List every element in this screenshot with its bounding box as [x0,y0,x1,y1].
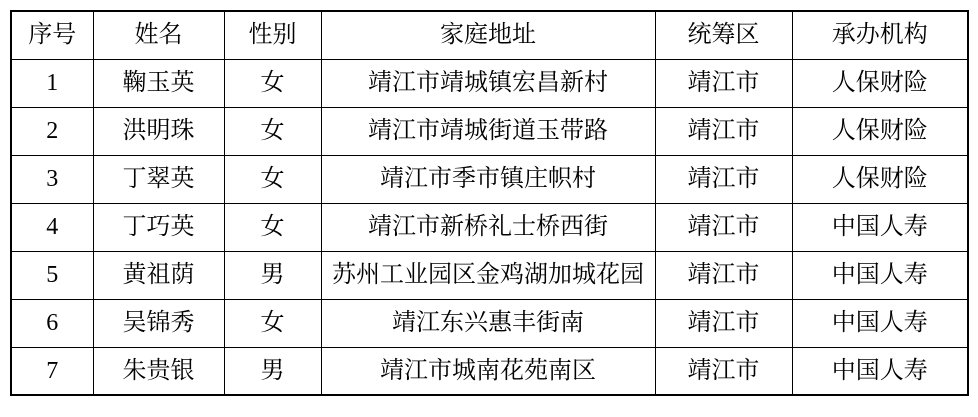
cell-gender: 女 [224,59,321,107]
table-row [11,251,968,299]
cell-region: 靖江市 [655,107,792,155]
cell-agency: 人保财险 [792,155,968,203]
col-header-region: 统筹区 [655,11,792,59]
cell-region: 靖江市 [655,203,792,251]
cell-name: 黄祖荫 [93,251,224,299]
cell-address: 靖江东兴惠丰街南 [321,299,655,347]
cell-agency: 人保财险 [792,107,968,155]
cell-name: 洪明珠 [93,107,224,155]
col-header-index: 序号 [11,11,93,59]
table-row [11,347,968,395]
col-header-gender: 性别 [224,11,321,59]
cell-region: 靖江市 [655,251,792,299]
cell-index: 7 [11,347,93,395]
table-row [11,155,968,203]
cell-agency: 中国人寿 [792,203,968,251]
cell-index: 1 [11,59,93,107]
col-header-agency: 承办机构 [792,11,968,59]
cell-agency: 人保财险 [792,59,968,107]
cell-address: 靖江市季市镇庄帜村 [321,155,655,203]
cell-index: 4 [11,203,93,251]
cell-name: 丁翠英 [93,155,224,203]
cell-region: 靖江市 [655,347,792,395]
cell-index: 3 [11,155,93,203]
cell-region: 靖江市 [655,299,792,347]
cell-address: 靖江市新桥礼士桥西街 [321,203,655,251]
cell-index: 5 [11,251,93,299]
cell-index: 6 [11,299,93,347]
col-header-address: 家庭地址 [321,11,655,59]
table-row [11,203,968,251]
cell-gender: 女 [224,155,321,203]
cell-agency: 中国人寿 [792,347,968,395]
cell-gender: 男 [224,347,321,395]
cell-address: 靖江市靖城街道玉带路 [321,107,655,155]
table-row [11,59,968,107]
cell-region: 靖江市 [655,59,792,107]
cell-index: 2 [11,107,93,155]
cell-address: 苏州工业园区金鸡湖加城花园 [321,251,655,299]
cell-name: 朱贵银 [93,347,224,395]
cell-agency: 中国人寿 [792,251,968,299]
cell-region: 靖江市 [655,155,792,203]
cell-agency: 中国人寿 [792,299,968,347]
cell-address: 靖江市靖城镇宏昌新村 [321,59,655,107]
insured-persons-table [10,10,969,396]
table-row [11,107,968,155]
cell-gender: 女 [224,107,321,155]
cell-name: 吴锦秀 [93,299,224,347]
cell-name: 鞠玉英 [93,59,224,107]
col-header-name: 姓名 [93,11,224,59]
cell-gender: 女 [224,299,321,347]
cell-address: 靖江市城南花苑南区 [321,347,655,395]
cell-gender: 男 [224,251,321,299]
cell-gender: 女 [224,203,321,251]
table-header-row [11,11,968,59]
cell-name: 丁巧英 [93,203,224,251]
table-row [11,299,968,347]
